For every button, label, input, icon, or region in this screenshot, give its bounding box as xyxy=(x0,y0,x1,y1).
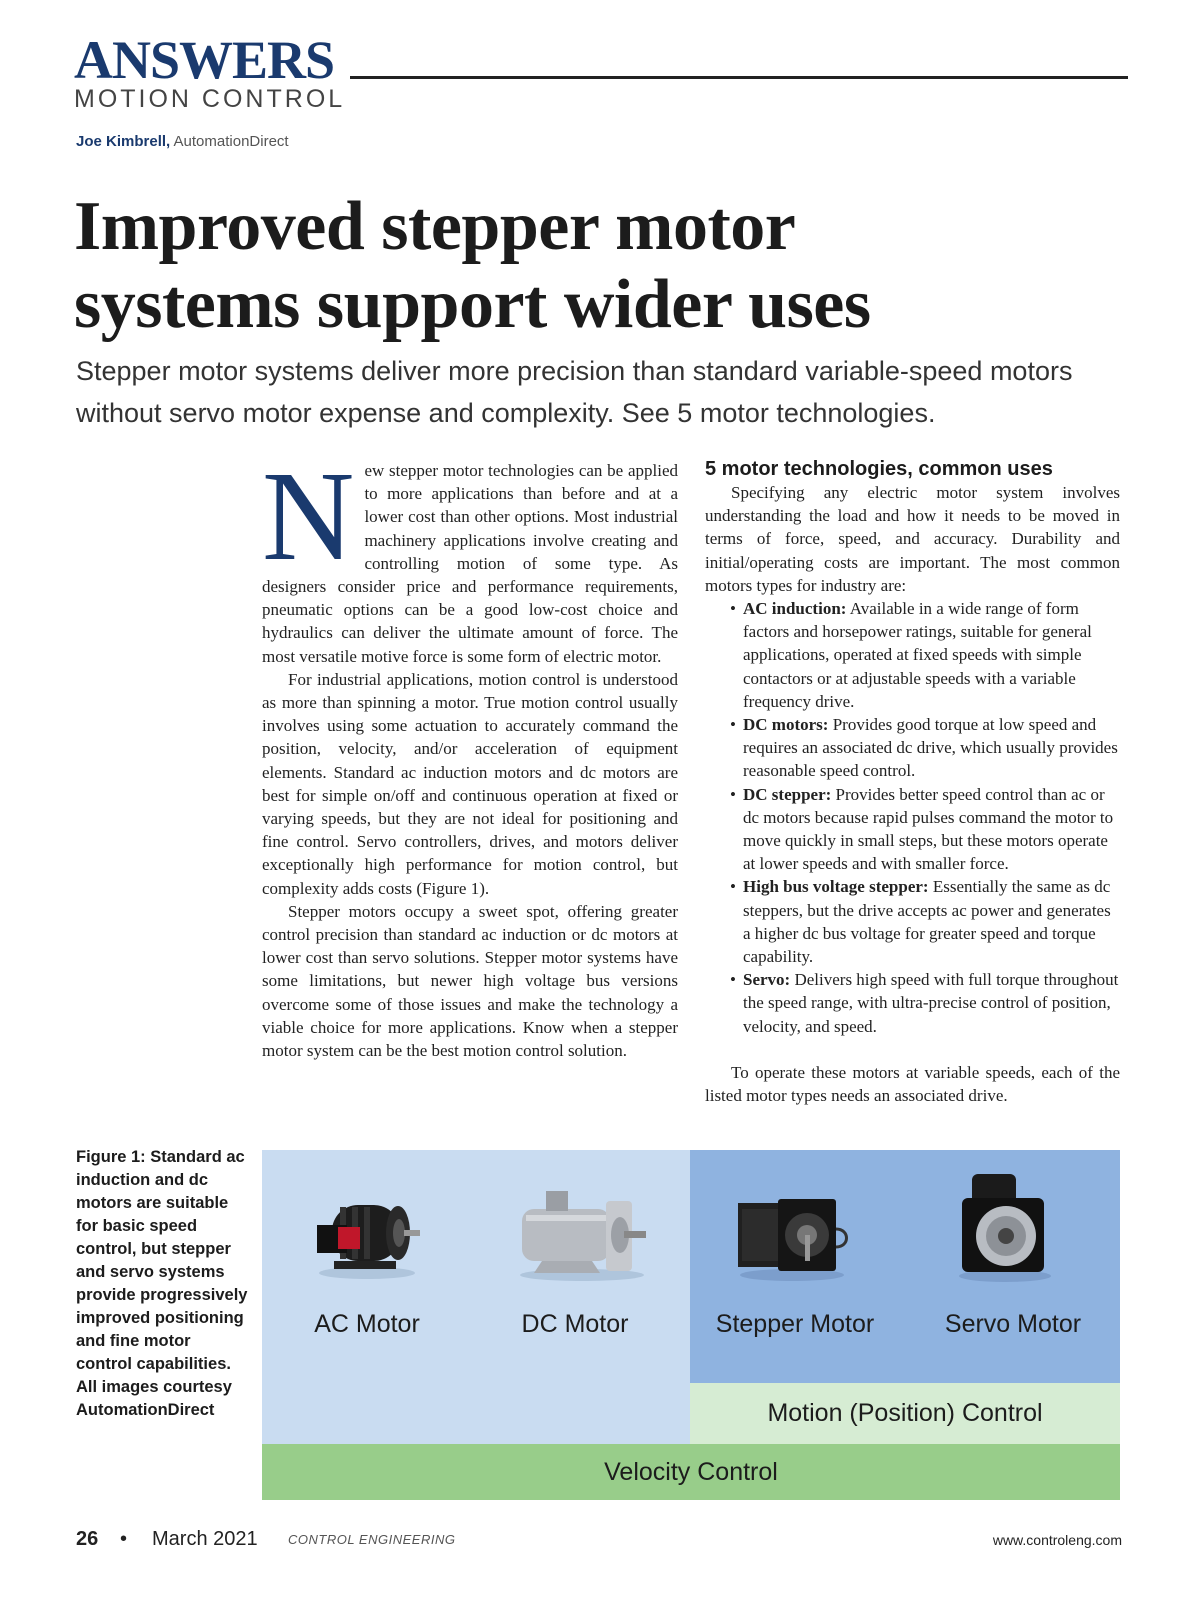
motion-control-band: Motion (Position) Control xyxy=(690,1383,1120,1444)
list-item-text: Available in a wide range of form factors and horsepower ratings, suitable for general applications, operated at fixed speeds with simple contactors or at adjustable speeds with a variable frequency drive. xyxy=(743,599,1092,711)
motor-list xyxy=(705,597,1120,1038)
column-outro: To operate these motors at variable speeds, each of the listed motor types needs an associated drive. xyxy=(705,1062,1120,1106)
column-intro: Specifying any electric motor system involves understanding the load and how it needs to be moved in terms of force, speed, and accuracy. Durability and initial/operating costs are important. The most common motors types for industry are: xyxy=(705,483,1120,595)
website-url: www.controleng.com xyxy=(992,1532,1122,1548)
dc-motor-image xyxy=(512,1185,652,1285)
motor-label-dc: DC Motor xyxy=(521,1310,629,1338)
magazine-name: CONTROL ENGINEERING xyxy=(288,1532,456,1547)
title-line-1: Improved stepper motor xyxy=(74,188,796,265)
list-item-term: Servo: xyxy=(743,970,791,990)
issue-date: March 2021 xyxy=(152,1528,258,1550)
drop-cap: N xyxy=(262,445,355,587)
figure-1 xyxy=(262,1150,1120,1500)
byline xyxy=(76,133,289,151)
motor-label-servo: Servo Motor xyxy=(944,1310,1082,1338)
list-item-text: Provides better speed control than ac or dc motors because rapid pulses command the motor to move quickly in small steps, but these motors operate at lower speeds and with smaller force. xyxy=(743,784,1114,874)
title-line-2: systems support wider uses xyxy=(74,266,871,343)
section-title: ANSWERS xyxy=(74,30,335,90)
footer-separator: • xyxy=(120,1528,128,1550)
list-item xyxy=(730,597,1120,713)
figure-caption: Figure 1: Standard ac induction and dc motors are suitable for basic speed control, but stepper and servo systems provide progressively improved positioning and fine motor control capabilities. All images courtesy AutomationDirect xyxy=(76,1148,248,1419)
list-item-term: High bus voltage stepper: xyxy=(743,877,929,897)
article-title xyxy=(74,188,1134,344)
bullet-icon: • xyxy=(730,970,736,990)
list-item-term: DC stepper: xyxy=(743,784,832,804)
article-deck: Stepper motor systems deliver more precision than standard variable-speed motors without servo motor expense and complexity. See 5 motor technologies. xyxy=(76,356,1073,428)
body-column-2 xyxy=(705,457,1120,1107)
list-item xyxy=(730,875,1120,968)
paragraph-2: For industrial applications, motion control is understood as more than spinning a motor. True motion control usually involves using some actuation to accurately command the position, velocity, and/or acceleration of equipment elements. Standard ac induction motors and dc motors are best for simple on/off and continuous operation at fixed or varying speeds, but they are not ideal for positioning and fine control. Servo controllers, drives, and motors deliver exceptionally high performance for motion control, but complexity adds costs (Figure 1). xyxy=(262,669,678,898)
ac-motor-image xyxy=(312,1185,422,1285)
list-item xyxy=(730,968,1120,1038)
list-item xyxy=(730,783,1120,876)
motor-label-ac: AC Motor xyxy=(314,1310,420,1338)
author-name: Joe Kimbrell, xyxy=(76,133,171,150)
motor-label-stepper: Stepper Motor xyxy=(715,1310,875,1338)
page-number: 26 xyxy=(76,1528,99,1550)
bullet-icon: • xyxy=(730,784,736,804)
list-item-term: DC motors: xyxy=(743,715,829,735)
servo-motor-image xyxy=(950,1170,1060,1285)
bullet-icon: • xyxy=(730,877,736,897)
bullet-icon: • xyxy=(730,715,736,735)
section-subtitle: MOTION CONTROL xyxy=(74,85,346,113)
column-heading: 5 motor technologies, common uses xyxy=(705,458,1053,480)
bullet-icon: • xyxy=(730,599,736,619)
body-column-1 xyxy=(262,445,678,1062)
list-item-text: Essentially the same as dc steppers, but the drive accepts ac power and generates a higher dc bus voltage for greater speed and torque capability. xyxy=(743,877,1111,967)
paragraph-1 xyxy=(262,445,678,668)
paragraph-3: Stepper motors occupy a sweet spot, offering greater control precision than standard ac induction or dc motors at lower cost than servo solutions. Stepper motor systems have some limitations, but newer high voltage bus versions overcome some of those issues and make the technology a viable choice for more applications. Know when a stepper motor system can be the best motion control solution. xyxy=(262,901,678,1061)
header-rule xyxy=(350,76,1128,79)
list-item-text: Delivers high speed with full torque throughout the speed range, with ultra-precise control of position, velocity, and speed. xyxy=(743,970,1119,1036)
paragraph-1-text: ew stepper motor technologies can be applied to more applications than before and at a lower cost than other options. Most industrial machinery applications involve creating and controlling motion of some type. As designers consider price and performance requirements, pneumatic options can be a good low-cost choice and hydraulics can deliver the ultimate amount of force. The most versatile motive force is some form of electric motor. xyxy=(262,461,678,666)
stepper-motor-image xyxy=(732,1185,852,1285)
list-item xyxy=(730,713,1120,783)
velocity-control-band: Velocity Control xyxy=(262,1444,1120,1500)
list-item-term: AC induction: xyxy=(743,599,847,619)
page-footer xyxy=(76,1528,1122,1552)
author-org: AutomationDirect xyxy=(173,133,289,150)
list-item-text: Provides good torque at low speed and requires an associated dc drive, which usually provides reasonable speed control. xyxy=(743,715,1118,781)
